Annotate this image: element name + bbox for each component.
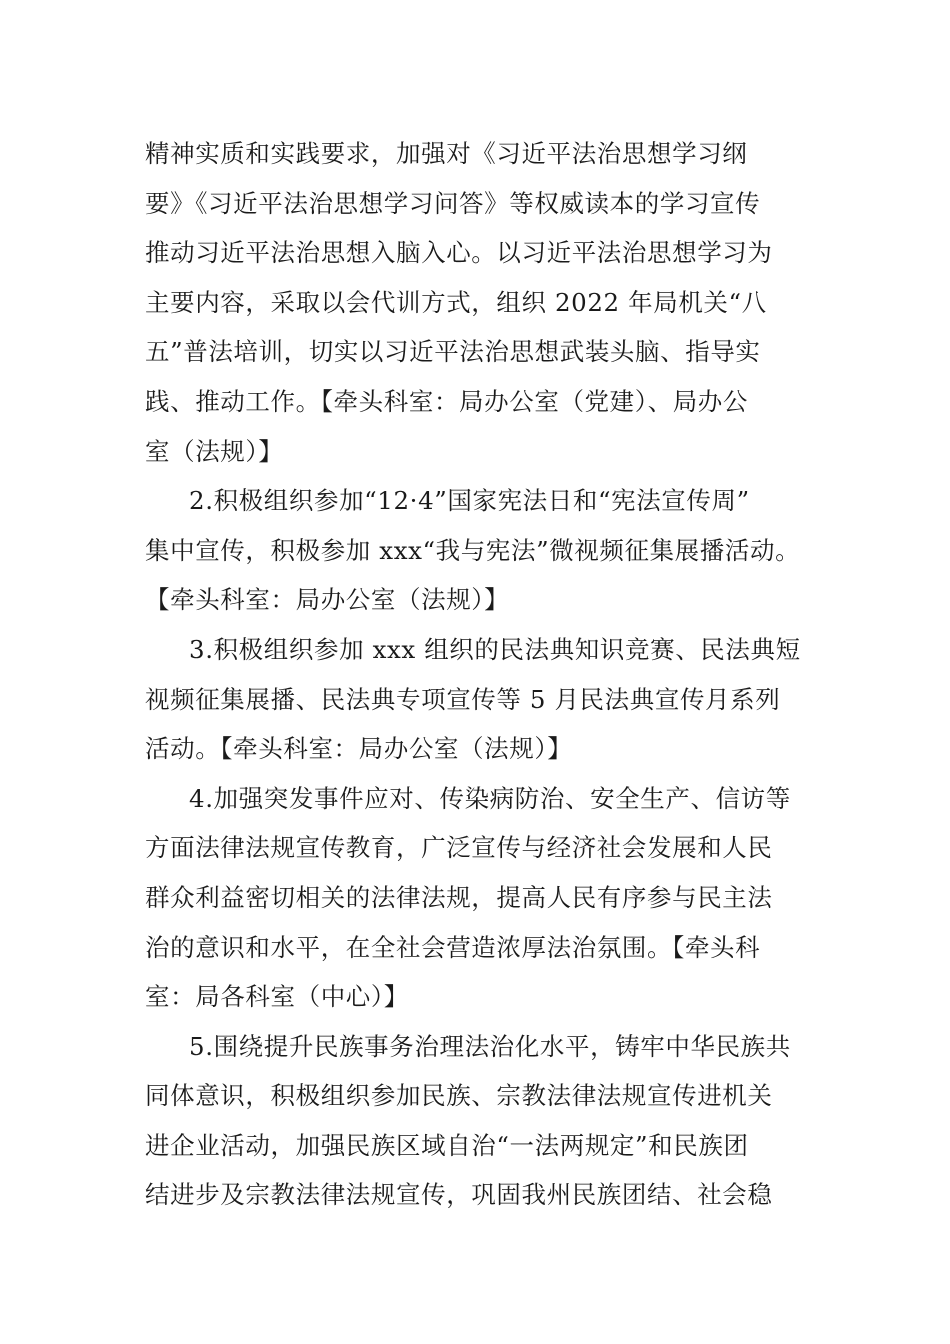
paragraph-4-first-line: 4.加强突发事件应对、传染病防治、安全生产、信访等 bbox=[189, 783, 791, 813]
text-line: 方面法律法规宣传教育，广泛宣传与经济社会发展和人民 bbox=[145, 833, 773, 863]
text-line: 精神实质和实践要求，加强对《习近平法治思想学习纲 bbox=[145, 139, 748, 168]
text-line: 室（法规）】 bbox=[145, 436, 284, 466]
document-body bbox=[145, 129, 835, 1220]
text-line: 进企业活动，加强民族区域自治“一法两规定”和民族团 bbox=[145, 1130, 749, 1160]
paragraph-2-first-line: 2.积极组织参加“12·4”国家宪法日和“宪法宣传周” bbox=[189, 486, 750, 516]
text-line: 活动。【牵头科室：局办公室（法规）】 bbox=[145, 734, 573, 764]
text-line: 同体意识，积极组织参加民族、宗教法律法规宣传进机关 bbox=[145, 1081, 773, 1111]
text-line: 群众利益密切相关的法律法规，提高人民有序参与民主法 bbox=[145, 882, 773, 912]
text-line: 要》《习近平法治思想学习问答》等权威读本的学习宣传 bbox=[145, 188, 761, 218]
text-line: 视频征集展播、民法典专项宣传等 5 月民法典宣传月系列 bbox=[145, 684, 781, 714]
paragraph-5-first-line: 5.围绕提升民族事务治理法治化水平，铸牢中华民族共 bbox=[189, 1031, 791, 1061]
paragraph-3-first-line: 3.积极组织参加 xxx 组织的民法典知识竞赛、民法典短 bbox=[189, 634, 801, 664]
text-line: 集中宣传，积极参加 xxx“我与宪法”微视频征集展播活动。 bbox=[145, 535, 801, 565]
text-line: 推动习近平法治思想入脑入心。以习近平法治思想学习为 bbox=[145, 238, 773, 268]
text-line: 治的意识和水平，在全社会营造浓厚法治氛围。【牵头科 bbox=[145, 932, 761, 962]
text-line: 践、推动工作。【牵头科室：局办公室（党建）、局办公 bbox=[145, 386, 748, 416]
text-line: 结进步及宗教法律法规宣传，巩固我州民族团结、社会稳 bbox=[145, 1180, 773, 1210]
text-line: 室：局各科室（中心）】 bbox=[145, 982, 409, 1012]
text-line: 【牵头科室：局办公室（法规）】 bbox=[145, 585, 510, 615]
text-line: 主要内容，采取以会代训方式，组织 2022 年局机关“八 bbox=[145, 287, 767, 317]
text-line: 五”普法培训，切实以习近平法治思想武装头脑、指导实 bbox=[145, 337, 761, 367]
